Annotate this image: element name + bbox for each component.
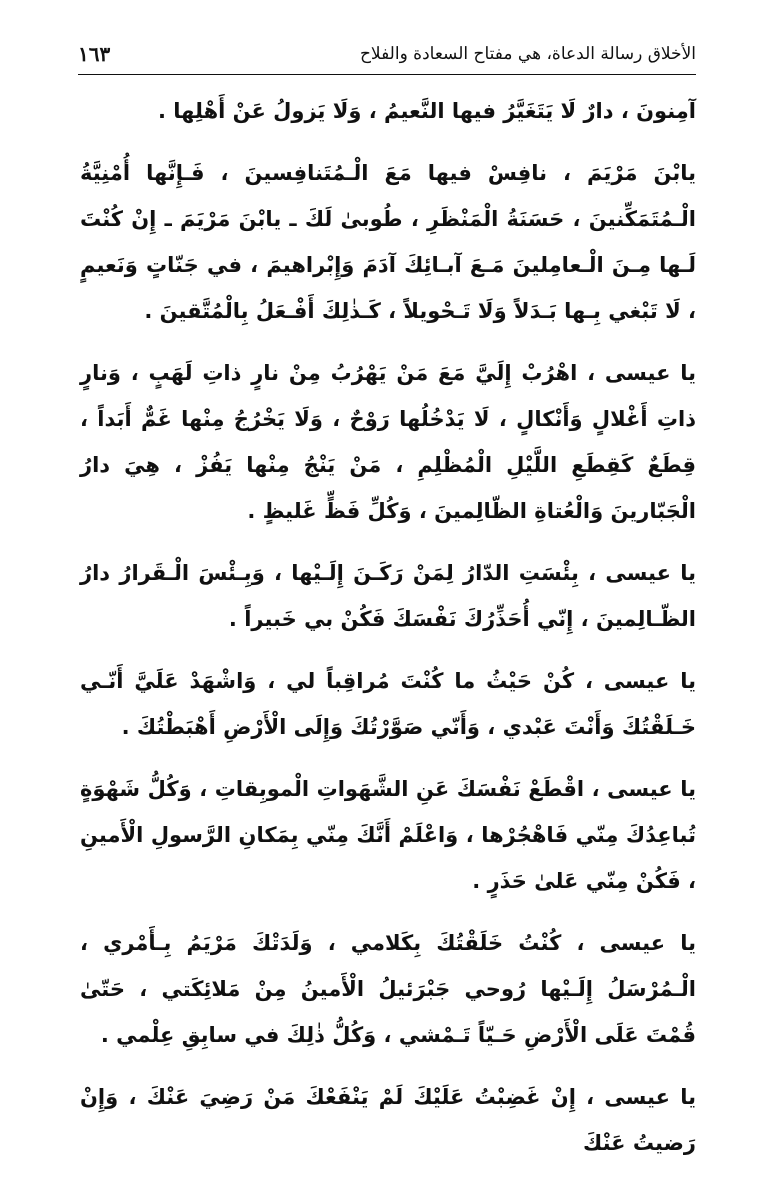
- running-header-title: الأخلاق رسالة الدعاة، هي مفتاح السعادة والفلاح: [359, 44, 696, 64]
- running-header: [78, 38, 696, 76]
- body-text: [80, 88, 696, 1182]
- paragraph-4: يا عيسى ، بِئْسَتِ الدّارُ لِمَنْ رَكَـنَ إِلَـيْها ، وَبِـئْسَ الْـقَرارُ دارُ الظّـالِمينَ ، إِنّي أُحَذِّرُكَ نَفْسَكَ فَكُنْ بي خَبيراً .: [80, 561, 696, 631]
- paragraph-2: يابْنَ مَرْيَمَ ، نافِسْ فيها مَعَ الْـمُتَنافِسينَ ، فَـإِنَّها أُمْنِيَّةُ الْـمُتَمَكِّنينَ ، حَسَنَةُ الْمَنْظَرِ ، طُوبىٰ لَكَ ـ يابْنَ مَرْيَمَ ـ إِنْ كُنْتَ لَـها مِـنَ الْـعامِلينَ مَـعَ آبـائِكَ آدَمَ وَإِبْراهيمَ ، في جَنّاتٍ وَنَعيمٍ ، لَا تَبْغي بِـها بَـدَلاً وَلَا تَـحْويلاً ، كَـذٰلِكَ أَفْـعَلُ بِالْمُتَّقينَ .: [80, 161, 696, 323]
- paragraph-8: يا عيسى ، إِنْ غَضِبْتُ عَلَيْكَ لَمْ يَنْفَعْكَ مَنْ رَضِيَ عَنْكَ ، وَإِنْ رَضيتُ عَنْكَ: [80, 1085, 696, 1155]
- page-number: ١٦٣: [78, 42, 111, 66]
- paragraph-6: يا عيسى ، اقْطَعْ نَفْسَكَ عَنِ الشَّهَواتِ الْموبِقاتِ ، وَكُلُّ شَهْوَةٍ تُباعِدُكَ مِنّي فَاهْجُرْها ، وَاعْلَمْ أَنَّكَ مِنّي بِمَكانِ الرَّسولِ الْأَمينِ ، فَكُنْ مِنّي عَلىٰ حَذَرٍ .: [80, 777, 696, 893]
- paragraph-7: يا عيسى ، كُنْتُ خَلَقْتُكَ بِكَلامي ، وَلَدَتْكَ مَرْيَمُ بِـأَمْري ، الْـمُرْسَلُ إِلَـيْها رُوحي جَبْرَئيلُ الْأَمينُ مِنْ مَلائِكَتي ، حَتّىٰ قُمْتَ عَلَى الْأَرْضِ حَـيّاً تَـمْشي ، وَكُلُّ ذٰلِكَ في سابِقِ عِلْمي .: [80, 931, 696, 1047]
- paragraph-5: يا عيسى ، كُنْ حَيْثُ ما كُنْتَ مُراقِباً لي ، وَاشْهَدْ عَلَيَّ أَنّـي خَـلَقْتُكَ وَأَنْتَ عَبْدي ، وَأَنّي صَوَّرْتُكَ وَإِلَى الْأَرْضِ أَهْبَطْتُكَ .: [80, 669, 696, 739]
- paragraph-3: يا عيسى ، اهْرُبْ إِلَيَّ مَعَ مَنْ يَهْرُبُ مِنْ نارٍ ذاتِ لَهَبٍ ، وَنارٍ ذاتِ أَغْلالٍ وَأَنْكالٍ ، لَا يَدْخُلُها رَوْحٌ ، وَلَا يَخْرُجُ مِنْها غَمٌّ أَبَداً ، قِطَعٌ كَقِطَعِ اللَّيْلِ الْمُظْلِمِ ، مَنْ يَنْجُ مِنْها يَفُزْ ، هِيَ دارُ الْجَبّارينَ وَالْعُتاةِ الظّالِمينَ ، وَكُلِّ فَظٍّ غَليظٍ .: [80, 361, 696, 523]
- paragraph-1: آمِنونَ ، دارٌ لَا يَتَغَيَّرُ فيها النَّعيمُ ، وَلَا يَزولُ عَنْ أَهْلِها .: [157, 99, 696, 123]
- header-divider: [78, 74, 696, 75]
